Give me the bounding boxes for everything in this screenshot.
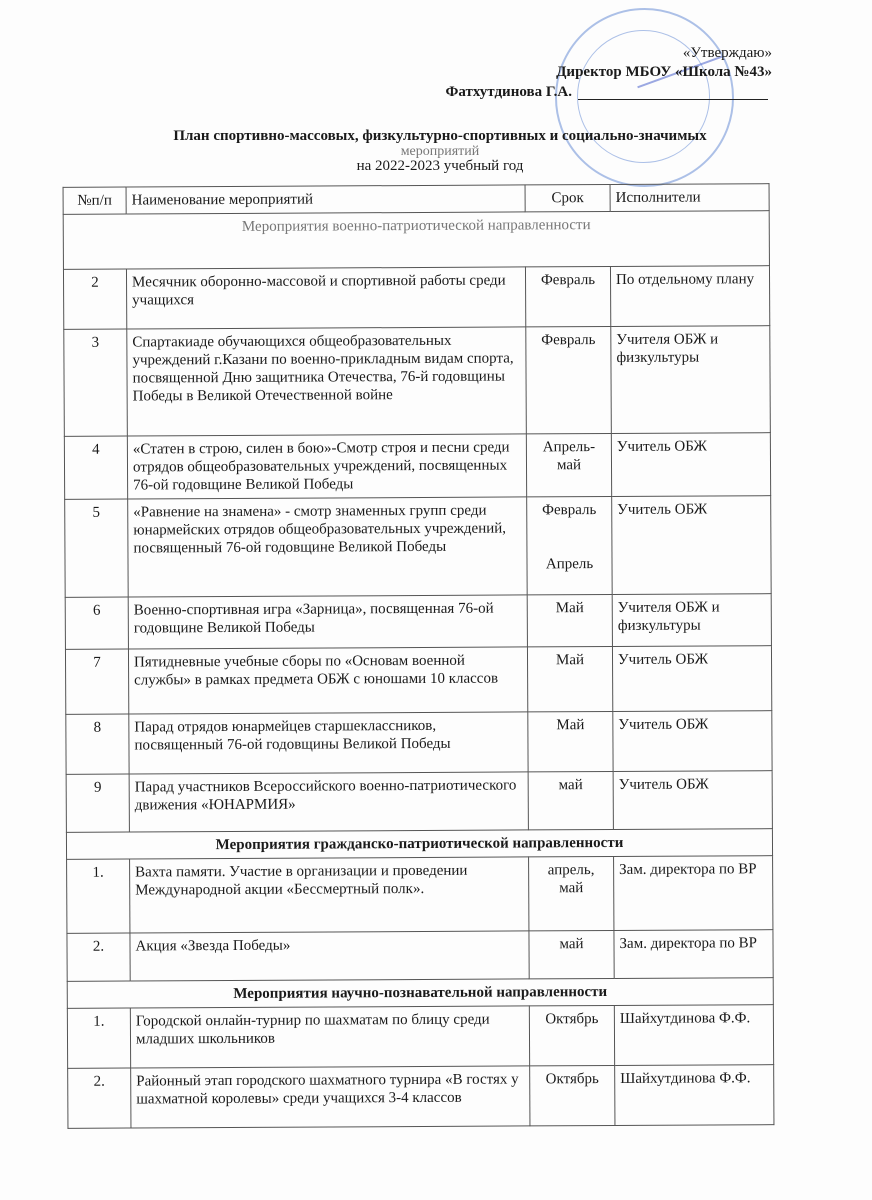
term-text: апрель, май [547,862,595,897]
row-number: 9 [66,774,129,832]
term-text: Октябрь [545,1011,599,1028]
event-name: Военно-спортивная игра «Зарница», посвященная 76-ой годовщине Великой Победы [128,595,527,649]
term-text: Май [556,717,585,734]
term-text: май [559,936,584,953]
section-title: Мероприятия научно-познавательной направленности [67,978,773,1009]
term-text-2: Апрель [545,556,594,573]
table-row [65,594,771,650]
row-number: 2 [63,269,126,329]
table-header [63,184,769,215]
row-number: 2. [67,933,130,981]
table-row [64,326,771,437]
col-term: Срок [525,184,610,211]
table-row [66,711,772,775]
table-row [66,771,772,833]
row-number: 6 [65,597,128,649]
doc-subtitle: на 2022-2023 учебный год [356,158,524,174]
section-title: Мероприятия военно-патриотической направленности [63,211,769,270]
signature-line [578,99,768,100]
term-text: Апрель-май [542,439,596,474]
section-row [67,978,773,1009]
event-performers: Зам. директора по ВР [614,856,773,931]
director-name: Фатхутдинова Г.А. [445,84,572,100]
section-title: Мероприятия гражданско-патриотической направленности [66,829,772,860]
table-row [68,1065,774,1129]
table-row [65,496,772,598]
term-text: Февраль [540,272,596,289]
event-term [526,433,611,496]
table-row [67,930,773,982]
events-table [63,183,775,1129]
col-name: Наименование мероприятий [126,185,525,214]
row-number: 3 [64,329,128,436]
row-number: 5 [65,499,129,597]
term-text: Октябрь [545,1071,599,1088]
row-number: 8 [66,714,129,774]
event-name: Вахта памяти. Участие в организации и проведении Международной акции «Бессмертный полк». [130,857,529,933]
term-text: Февраль [541,332,596,349]
event-name: «Равнение на знамена» - смотр знаменных групп среди юнармейских отрядов общеобразовательных учреждений, посвященный 76-ой годовщине Великой Победы [128,497,528,597]
table-row [63,266,769,330]
section-row [63,211,769,270]
term-text: Май [555,600,584,617]
event-name: Спартакиаде обучающихся общеобразовательных учреждений г.Казани по военно-прикладным видам спорта, посвященной Дню защитника Отечества, 76-й годовщины Победы в Великой Отечественной войне [127,327,527,436]
event-name: Месячник оборонно-массовой и спортивной работы среди учащихся [126,267,525,329]
event-performers: Шайхутдинова Ф.Ф. [615,1065,774,1126]
doc-title: План спортивно-массовых, физкультурно-спортивных и социально-значимых [173,128,707,144]
event-name: Акция «Звезда Победы» [130,931,529,981]
event-name: Пятидневные учебные сборы по «Основам военной службы» в рамках предмета ОБЖ с юношами 10 классов [128,647,527,714]
event-term [528,771,613,829]
event-term [529,856,614,930]
event-term [529,930,614,978]
event-name: Городской онлайн-турнир по шахматам по блицу среди младших школьников [130,1006,529,1068]
event-performers: Учитель ОБЖ [612,646,771,712]
event-performers: Учитель ОБЖ [613,771,772,830]
event-term [527,496,613,594]
event-name: «Статен в строю, силен в бою»-Смотр строя и песни среди отрядов общеобразовательных учреждений, посвященных 76-ой годовщине Великой Победы [127,434,526,499]
event-performers: Учителя ОБЖ и физкультуры [611,326,771,434]
approve-label: «Утверждаю» [682,45,772,61]
event-name: Районный этап городского шахматного турнира «В гостях у шахматной королевы» среди учащихся 3-4 классов [131,1066,530,1128]
event-performers: Учитель ОБЖ [612,496,772,595]
row-number: 2. [68,1068,131,1128]
event-term [525,266,610,326]
event-term [530,1065,615,1125]
event-performers: Шайхутдинова Ф.Ф. [614,1005,773,1066]
row-number: 7 [65,649,128,714]
row-number: 1. [67,859,130,933]
table-row [64,433,770,500]
event-performers: Зам. директора по ВР [614,930,773,979]
event-performers: По отдельному плану [610,266,769,327]
table-row [65,646,771,715]
event-performers: Учитель ОБЖ [611,433,770,497]
event-performers: Учителя ОБЖ и физкультуры [612,594,771,647]
event-performers: Учитель ОБЖ [613,711,772,772]
term-text: май [558,777,583,794]
table-row [67,856,773,934]
col-number: №п/п [63,187,126,214]
table-row [67,1005,773,1069]
event-term [527,646,612,711]
event-term [528,711,613,771]
section-row [66,829,772,860]
event-name: Парад участников Всероссийского военно-патриотического движения «ЮНАРМИЯ» [129,772,528,832]
director-title: Директор МБОУ «Школа №43» [556,64,772,80]
row-number: 1. [67,1008,130,1068]
doc-title-line2: мероприятий [400,144,480,159]
event-term [529,1005,614,1065]
term-text: Май [555,652,585,669]
row-number: 4 [64,436,127,499]
event-name: Парад отрядов юнармейцев старшеклассников, посвященный 76-ой годовщины Великой Победы [129,712,528,774]
term-text: Февраль [542,502,597,519]
event-term [527,594,612,646]
event-term [526,326,612,433]
col-performers: Исполнители [610,184,769,212]
